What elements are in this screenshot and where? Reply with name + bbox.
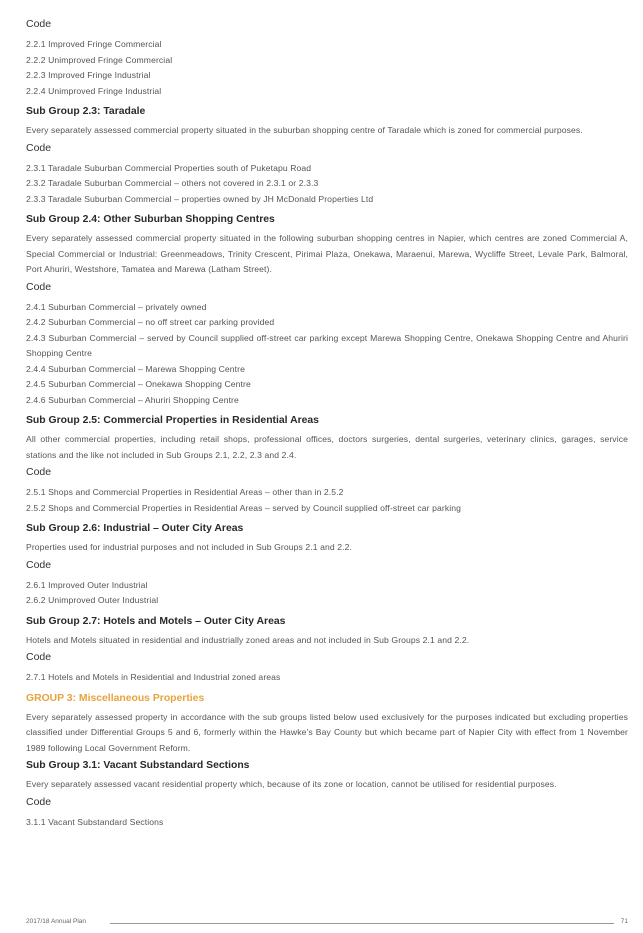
page-footer xyxy=(26,918,628,930)
footer-divider xyxy=(110,923,614,924)
code-line: 2.4.6 Suburban Commercial – Ahuriri Shopping Centre xyxy=(26,394,239,405)
code-label: Code xyxy=(26,795,52,808)
code-line: 2.5.1 Shops and Commercial Properties in Residential Areas – other than in 2.5.2 xyxy=(26,487,344,497)
paragraph: Every separately assessed commercial property situated in the suburban shopping centre of Taradale which is zoned for commercial purposes. xyxy=(26,125,583,135)
heading-sub-group-2-6: Sub Group 2.6: Industrial – Outer City Areas xyxy=(26,523,244,534)
code-list xyxy=(26,578,628,609)
code-list xyxy=(26,670,628,686)
paragraph: All other commercial properties, including retail shops, professional offices, doctors surgeries, dental surgeries, veterinary clinics, garages, service stations and the like not included in Sub Groups 2.1, 2.2, 2.3 and 2.4. xyxy=(26,434,628,460)
code-line: 2.4.2 Suburban Commercial – no off street car parking provided xyxy=(26,317,275,327)
document-body xyxy=(26,18,628,836)
code-line: 2.4.4 Suburban Commercial – Marewa Shopping Centre xyxy=(26,363,246,374)
heading-sub-group-2-7: Sub Group 2.7: Hotels and Motels – Outer City Areas xyxy=(26,615,286,627)
code-list xyxy=(26,161,628,208)
code-line: 2.3.1 Taradale Suburban Commercial Properties south of Puketapu Road xyxy=(26,162,312,173)
paragraph: Hotels and Motels situated in residential and industrially zoned areas and not included in Sub Groups 2.1 and 2.2. xyxy=(26,634,470,645)
paragraph: Properties used for industrial purposes and not included in Sub Groups 2.1 and 2.2. xyxy=(26,542,352,552)
code-line: 2.6.2 Unimproved Outer Industrial xyxy=(26,595,159,605)
heading-group-3: GROUP 3: Miscellaneous Properties xyxy=(26,692,205,704)
footer-title: 2017/18 Annual Plan xyxy=(26,918,86,925)
paragraph: Every separately assessed commercial property situated in the following suburban shopping centres in Napier, which centres are zoned Commercial A, Special Commercial or Industrial: Greenmeadows, Trinity Crescent, Pirimai Plaza, Onekawa, Maraenui, Marewa, Wycliffe Street, Levale Park, Balmoral, Port Ahuriri, Westshore, Tamatea and Marewa (Latham Street). xyxy=(26,233,628,274)
code-line: 3.1.1 Vacant Substandard Sections xyxy=(26,816,164,827)
heading-sub-group-2-5: Sub Group 2.5: Commercial Properties in Residential Areas xyxy=(26,415,319,426)
code-label: Code xyxy=(26,18,52,30)
code-line: 2.4.5 Suburban Commercial – Onekawa Shopping Centre xyxy=(26,379,251,389)
code-label: Code xyxy=(26,558,52,571)
code-list xyxy=(26,300,628,409)
code-label: Code xyxy=(26,141,52,154)
code-line: 2.4.3 Suburban Commercial – served by Council supplied off-street car parking except Marewa Shopping Centre, Onekawa Shopping Centre and Ahuriri Shopping Centre xyxy=(26,332,628,358)
heading-sub-group-2-4: Sub Group 2.4: Other Suburban Shopping Centres xyxy=(26,214,275,225)
code-label: Code xyxy=(26,466,52,478)
code-line: 2.3.2 Taradale Suburban Commercial – others not covered in 2.3.1 or 2.3.3 xyxy=(26,178,319,188)
code-label: Code xyxy=(26,651,52,663)
code-list xyxy=(26,815,628,831)
code-line: 2.5.2 Shops and Commercial Properties in Residential Areas – served by Council supplied off-street car parking xyxy=(26,502,462,513)
code-line: 2.7.1 Hotels and Motels in Residential and Industrial zoned areas xyxy=(26,672,281,682)
heading-sub-group-2-3: Sub Group 2.3: Taradale xyxy=(26,106,146,117)
heading-sub-group-3-1: Sub Group 3.1: Vacant Substandard Sections xyxy=(26,760,250,771)
page-number: 71 xyxy=(620,918,628,925)
code-line: 2.3.3 Taradale Suburban Commercial – properties owned by JH McDonald Properties Ltd xyxy=(26,193,374,204)
paragraph: Every separately assessed vacant residential property which, because of its zone or location, cannot be utilised for residential purposes. xyxy=(26,779,557,789)
code-line: 2.4.1 Suburban Commercial – privately owned xyxy=(26,301,207,312)
code-line: 2.2.4 Unimproved Fringe Industrial xyxy=(26,85,162,96)
code-list xyxy=(26,37,628,99)
code-line: 2.2.2 Unimproved Fringe Commercial xyxy=(26,54,173,65)
code-line: 2.6.1 Improved Outer Industrial xyxy=(26,579,148,590)
paragraph: Every separately assessed property in accordance with the sub groups listed below used exclusively for the purposes indicated but excluding properties classified under Differential Groups 5 and 6, formerly within the Hawke’s Bay County but which became part of Napier City with effect from 1 November 1989 following Local Government Reform. xyxy=(26,711,628,753)
code-label: Code xyxy=(26,280,52,293)
code-line: 2.2.1 Improved Fringe Commercial xyxy=(26,39,162,49)
code-list xyxy=(26,485,628,516)
code-line: 2.2.3 Improved Fringe Industrial xyxy=(26,70,151,80)
